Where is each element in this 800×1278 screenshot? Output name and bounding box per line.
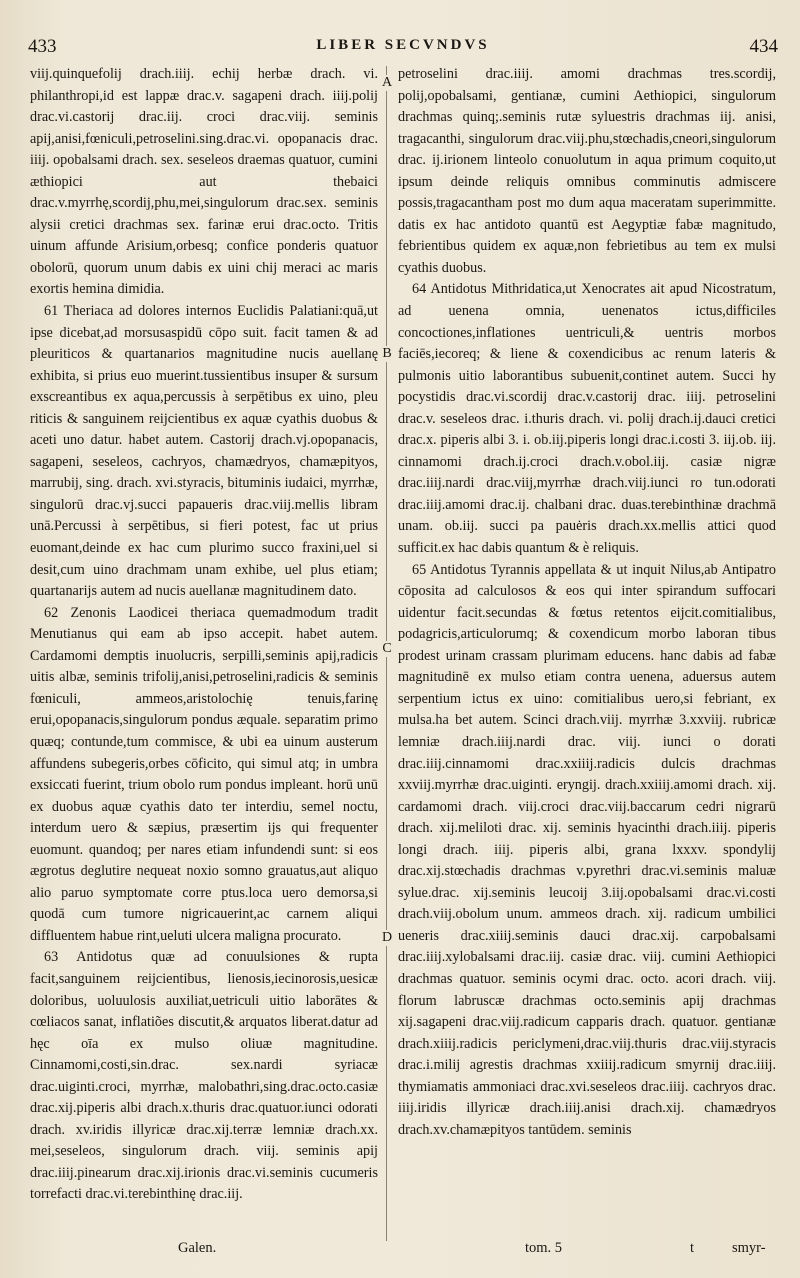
page-number-left: 433	[28, 36, 57, 57]
left-column	[30, 64, 378, 1206]
margin-letter-d: D	[381, 930, 393, 945]
signature: tom. 5	[525, 1240, 563, 1256]
catchword-left: Galen.	[178, 1240, 217, 1256]
paragraph-continuation-right: petroselini drac.iiij. amomi drachmas tres.scordij, polij,opobalsami, gentianæ, cumini Aethiopici, singulorum drachmas quinq;.seminis rutæ syluestris drachmas iij. anisi, tragacanthi, singulorum drac.viij.phu,stœchadis,cneori,singulorum drac. ij.irionem linteolo conuolutum in aqua primum coquito,ut ipsum deinde reliquis omnibus comminutis admiscere possis,tragacantham post mo dum aqua maceratam superimmitte. datis ex hac antidoto quantū est Aegyptiæ fabæ magnitudo, febrientibus quidem ex aquæ,non febrietibus au tem ex mulsi cyathis duobus.	[398, 66, 776, 276]
margin-letter-b: B	[382, 346, 392, 361]
paragraph-63: 63 Antidotus quæ ad conuulsiones & rupta facit,sanguinem reijcientibus, lienosis,iecinorosis,uesicæ doloribus, uoluulosis auxiliat,uetriculi uitio laborātes & cœliacos sanat, inflatiões discutit,& arquatos liberat.datur ad hęc oīa ex mulso oliuæ magnitudine. Cinnamomi,costi,sin.drac. sex.nardi syriacæ drac.uiginti.croci, myrrhæ, malobathri,sing.drac.octo.casiæ drac.xij.piperis albi drach.x.thuris drac.quatuor.iunci odorati drach. xv.iridis illyricæ drac.xij.terræ lemniæ drach.xx. mei,seseleos, singulorum drach. viij. seminis apij drac.iiij.pinearum drac.xij.irionis drac.vi.seminis cucumeris torrefacti drac.vi.terebinthinę drac.iij.	[30, 949, 378, 1203]
margin-letter-c: C	[382, 641, 392, 656]
running-header	[28, 36, 778, 62]
right-column	[398, 64, 776, 1141]
running-title: LIBER SECVNDVS	[316, 37, 490, 53]
margin-letter-a: A	[381, 75, 393, 90]
catchword-right: smyr-	[732, 1240, 766, 1256]
signature-mark: t	[690, 1240, 695, 1256]
paragraph-61: 61 Theriaca ad dolores internos Euclidis Palatiani:quā,ut ipse dicebat,ad morsusaspidū cōpo suit. facit tamen & ad pleuriticos & quartanarios magnitudine nucis auellanę exhibita, si prius euo muerint.tussientibus insuper & sursum exscreantibus ex aqua,percussis à serpētibus ex uino, pleu riticis & sanguinem reijcientibus ex aquæ cyathis duobus & aceti uno datur. habet autem. Castorij drach.vj.opopanacis, sagapeni, seseleos, cachryos, chamædryos, chamæpityos, marrubij, sing. drach. xvi.styracis, bituminis iudaici, myrrhæ, singulorū drac.vj.succi papaueris drac.viij.mellis libram unā.Percussi à serpētibus, si fieri potest, fac ut prius euomant,deinde ex hac cum plurimo succo fraxini,uel si desit,cum uino drachmam unam exhibe, uel plus etiam; quartanarijs autem ad nucis auellanæ magnitudinem dato.	[30, 303, 378, 600]
paragraph-continuation: viij.quinquefolij drach.iiij. echij herbæ drach. vi. philanthropi,id est lappæ drac.v. sagapeni drach. iiij.polij drac.vi.castorij drac.iij. croci drac.viij. seminis apij,anisi,fœniculi,petroselini.sing.drac.vi. opopanacis drac. iiij. opobalsami drach. sex. seseleos draemas quatuor, cumini æthiopici aut thebaici drac.v.myrrhę,scordij,phu,mei,singulorum drac.sex. seminis alysii cretici drachmas sex. farinæ erui drac.octo. Tritis uinum affunde Arisium,orbesq; confice ponderis quatuor obolorū, quorum unum dabis ex uini chij meraci ac maris exortis hemina dimidia.	[30, 66, 378, 298]
page-number-right: 434	[749, 36, 778, 57]
paragraph-62: 62 Zenonis Laodicei theriaca quemadmodum tradit Menutianus qui eam ab ipso accepit. habet autem. Cardamomi demptis inuolucris, serpilli,seminis apij,radicis uitis albæ, seminis trifolij,anisi,petroselini,radicis & seminis fœniculi, ammeos,aristolochię tenuis,farinę erui,opopanacis,singulorum pondus æquale. separatim primo quæq; contunde,tum commisce, & ubi ea uinum austerum affundens subegeris,orbes cōficito, qui simul atq; in umbra exsiccati fuerint, trium obolo rum pondus impleant. horū unū ex duobus aquæ cyathis dato ter interdiu, semel noctu, interdum uero & sæpius, præsertim ijs qui frequenter euomunt. quandoq; per nares etiam infundendi sunt: si eos ægrotus deglutire nequeat noxio somno grauatus,aut aliquo alio paruo symptomate corre ptus.loca uero demorsa,si quodā cum tumore nigricauerint,ac carnem aliqui diffluentem habue rint,ueluti ulcera maligna procurato.	[30, 604, 378, 944]
paragraph-65: 65 Antidotus Tyrannis appellata & ut inquit Nilus,ab Antipatro cōposita ad calculosos & eos qui inter spirandum suffocari uidentur facit.secundas & fœtus retentos eijcit.comitialibus, podagricis,articulorumq; & coxendicum morbo laboran tibus prodest urinam crassam plurimam educens. hanc dabis ad fabæ magnitudinē ex mulso etiam contra uenena, aduersus autem serpentium ictus ex uino: comitialibus uero,si febriant, ex mulsa.ha bet autem. Scinci drach.viij. myrrhæ 3.xxviij. rubricæ lemniæ drach.iiij.nardi drac. viij. iunci o dorati drac.iiij.cinnamomi drac.xxiiij.radicis dulcis drachmas xxviij.myrrhæ drac.uiginti. eryngij. drach.xxiiij.amomi drach. xij. cardamomi drach. viij.croci drac.viij.baccarum cedri nigrarū drach. xij.meliloti drac. xij. seminis hyacinthi drach.iiij. piperis longi drach. iiij. piperis albi, grana lxxxv. spondylij drac.xij.stœchadis drachmas v.pyrethri drac.vi.seminis maluæ sylue.drac. xij.seminis leucoij 3.iij.opobalsami drac.vi.costi drach.viij.obolum unum. ammeos drach. xij. radicum umbilici ueneris drac.xiiij.seminis dauci drac.xij. carpobalsami drac.iiij.xylobalsami drac.iij. casiæ drac. viij. cumini Aethiopici drachmas quatuor. seminis ocymi drac. octo. acori drach. viij. florum labruscæ drachmas octo.seminis apij drachmas xij.sagapeni drac.viij.radicum capparis drach. quatuor. gentianæ drach.xiiij.radicis periclymeni,drac.viij.thuris drac.viij.styracis drac.i.milij agrestis drachmas xxiiij.radicum smyrnij drac.iiij. thymiamatis ammoniaci drac.xvi.seseleos drac.iiij. cachryos drac. iiij.iridis illyricæ drach.iiij.anisi drach.xij. chamædryos drach.xv.chamæpityos tantūdem. seminis	[398, 561, 776, 1138]
paragraph-64: 64 Antidotus Mithridatica,ut Xenocrates ait apud Nicostratum, ad uenena omnia, uenenatos ictus,difficiles concoctiones,inflationes uentriculi,& uentris morbos faciēs,iecoreq; & liene & coxendicibus ac renum lateris & pulmonis uitio laborantibus subuenit,continet autem. Succi hy pocystidis drac.vi.scordij drac.v.castorij drac. iiij. petroselini drac.v. seseleos drac. i.thuris drach. vi. polij drach.ij.dauci cretici drac.x. piperis albi 3. i. ob.iij.piperis longi drac.i.costi 3. iij.ob. iij. cinnamomi drach.ij.croci drach.v.obol.iij. casiæ nigræ drac.iiij.nardi drac.viij,myrrhæ drach.viij.iunci ro tun.odorati drac.iiij.amomi drac.ij. chalbani drac. duas.terebinthinæ drachmā unam. ob.iij. succi pa pauėris drach.xx.mellis attici quod sufficit.ex hac dabis quantum & è reliquis.	[398, 281, 776, 557]
